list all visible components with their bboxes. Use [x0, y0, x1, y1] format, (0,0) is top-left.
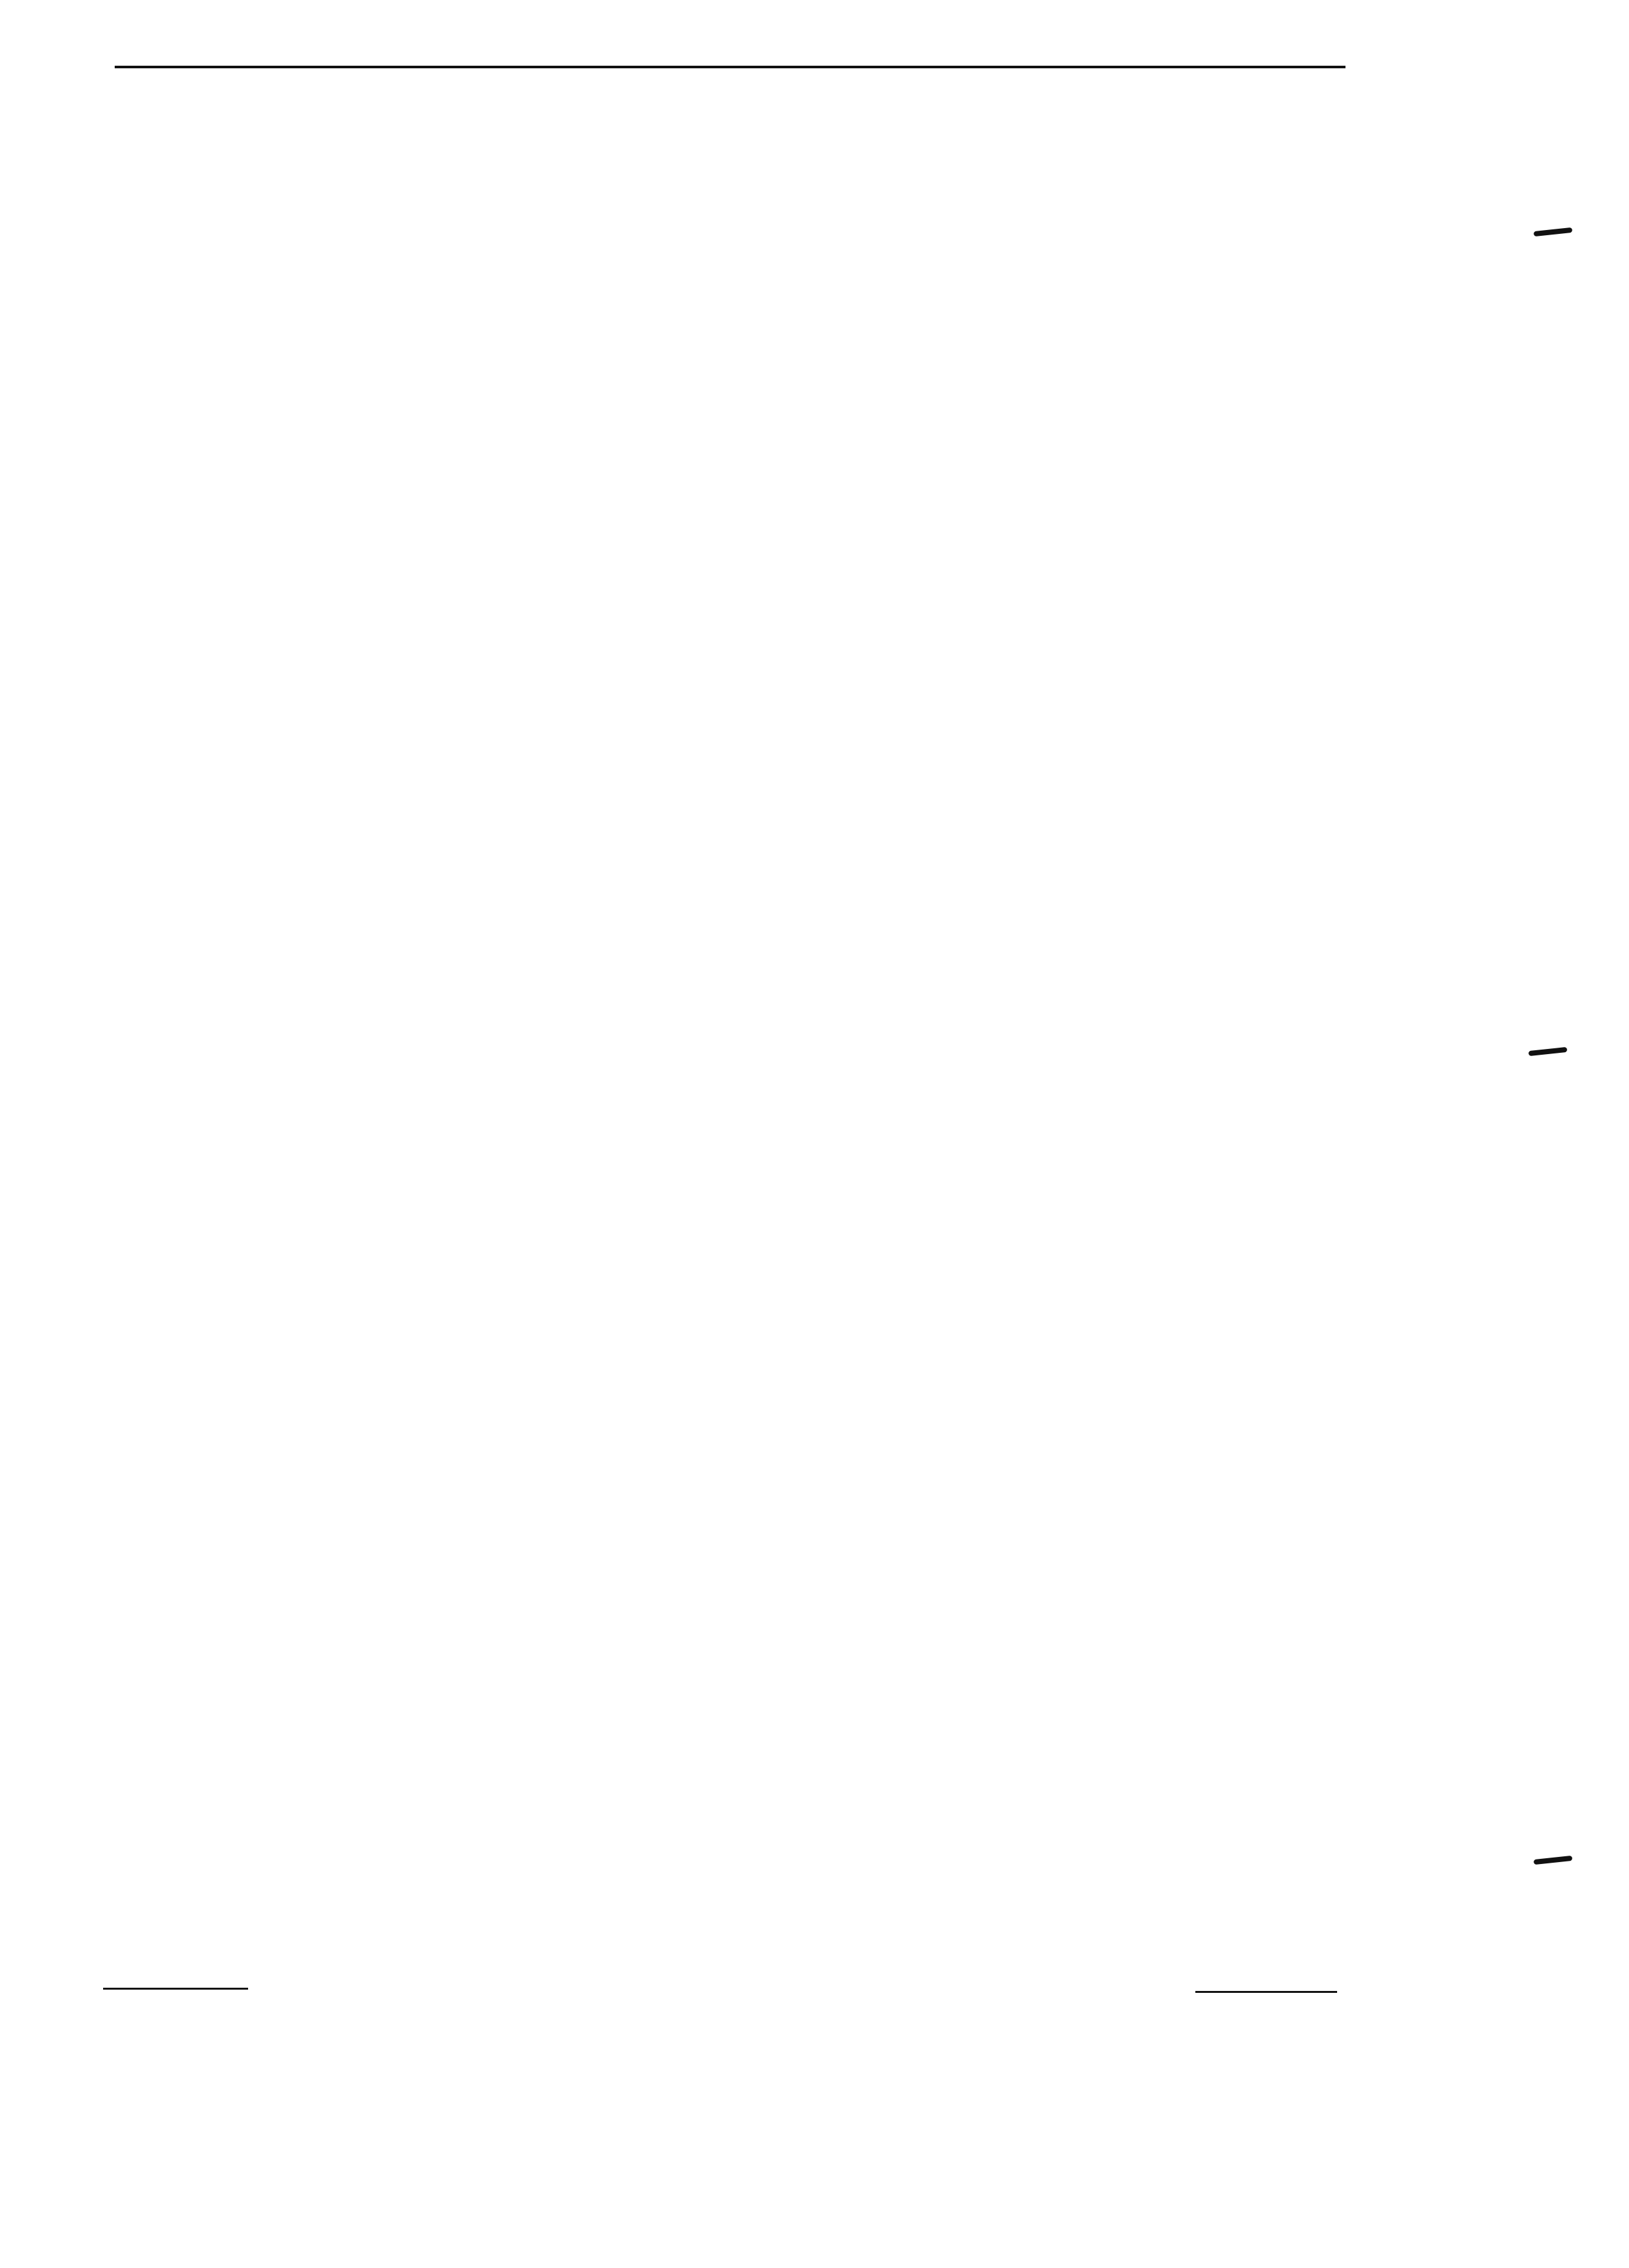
- footer-rule-left: [103, 1988, 248, 1990]
- margin-tick: [1534, 1856, 1573, 1865]
- footer-rule-right: [1195, 1991, 1337, 1993]
- margin-tick: [1534, 227, 1573, 236]
- margin-tick: [1528, 1047, 1568, 1056]
- section-heading: [193, 86, 1353, 117]
- content: [103, 75, 1353, 122]
- top-rule: [115, 66, 1345, 68]
